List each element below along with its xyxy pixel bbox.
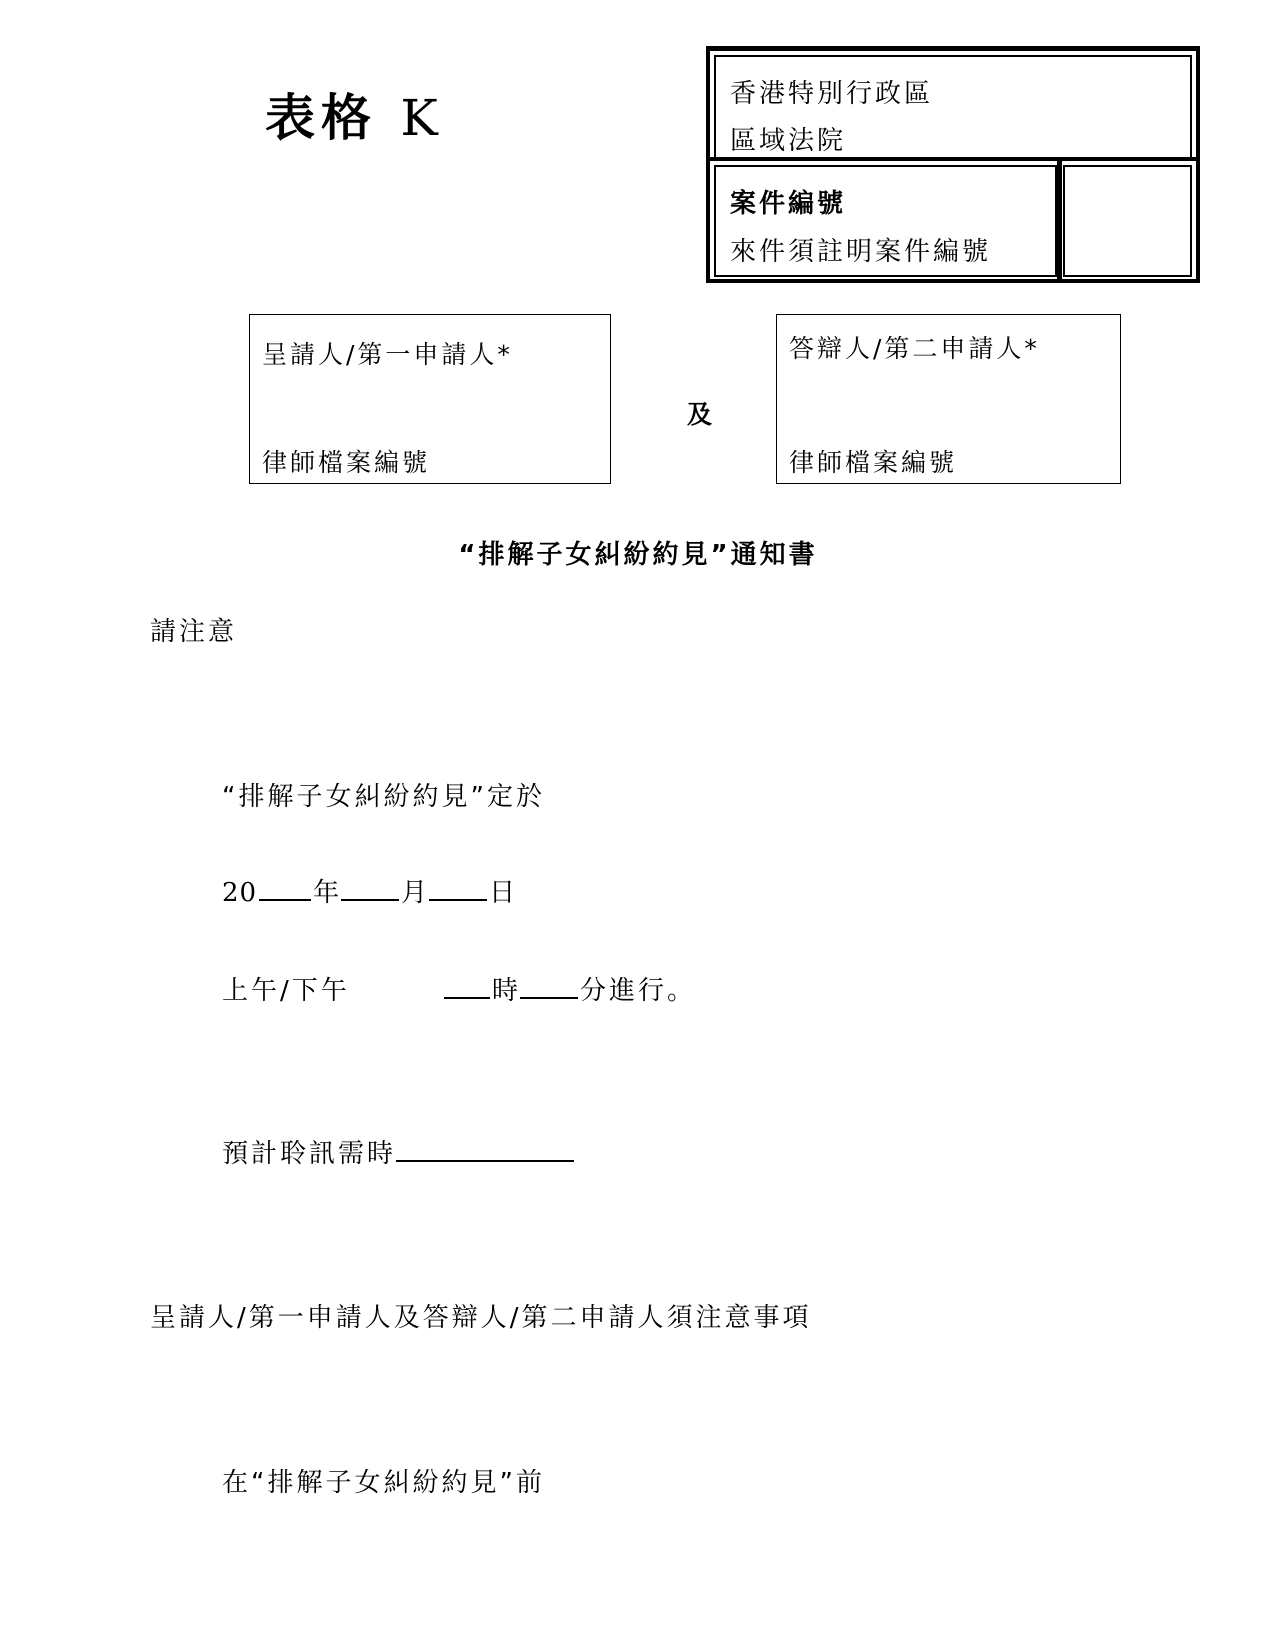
case-number-label-cell: [714, 165, 1057, 277]
form-title-letter: K: [400, 89, 444, 147]
form-title-prefix: 表格: [265, 89, 377, 147]
petitioner-label: 呈請人/第一申請人*: [262, 340, 513, 369]
month-field[interactable]: [341, 875, 399, 901]
form-title: [265, 78, 444, 150]
and-conjunction: 及: [687, 400, 713, 429]
duration-label: 預計聆訊需時: [222, 1139, 397, 1169]
minute-field[interactable]: [520, 973, 578, 999]
time-line: [442, 970, 696, 1007]
petitioner-box: [249, 314, 611, 484]
court-region: 香港特別行政區: [730, 79, 934, 109]
respondent-box: [776, 314, 1121, 484]
respondent-solicitor-ref: 律師檔案編號: [789, 448, 958, 477]
case-number-field[interactable]: [1063, 165, 1192, 277]
court-divider: [710, 157, 1196, 161]
case-number-label: 案件編號: [730, 189, 847, 219]
court-info-box: [706, 46, 1200, 283]
year-field[interactable]: [259, 875, 311, 901]
date-line: [222, 872, 515, 909]
please-note: 請注意: [150, 617, 238, 647]
minute-label: 分進行。: [580, 976, 697, 1006]
court-name: 區域法院: [730, 126, 847, 156]
duration-field[interactable]: [396, 1136, 574, 1162]
duration-line: [222, 1133, 576, 1170]
year-prefix: 20: [222, 878, 258, 908]
hour-field[interactable]: [444, 973, 490, 999]
petitioner-solicitor-ref: 律師檔案編號: [262, 448, 431, 477]
respondent-label: 答辯人/第二申請人*: [789, 334, 1040, 363]
year-label: 年: [313, 878, 340, 908]
day-field[interactable]: [429, 875, 487, 901]
day-label: 日: [489, 878, 516, 908]
matters-heading: 呈請人/第一申請人及答辯人/第二申請人須注意事項: [150, 1303, 812, 1333]
before-appointment-line: 在“排解子女糾紛約見”前: [222, 1468, 545, 1498]
case-number-divider: [1057, 161, 1062, 281]
case-number-note: 來件須註明案件編號: [730, 237, 992, 267]
ampm-label: 上午/下午: [222, 976, 350, 1006]
appointment-line: “排解子女糾紛約見”定於: [222, 782, 545, 812]
notice-title: “排解子女糾紛約見”通知書: [458, 540, 818, 570]
month-label: 月: [401, 878, 428, 908]
court-name-cell: [714, 55, 1192, 159]
hour-label: 時: [492, 976, 519, 1006]
